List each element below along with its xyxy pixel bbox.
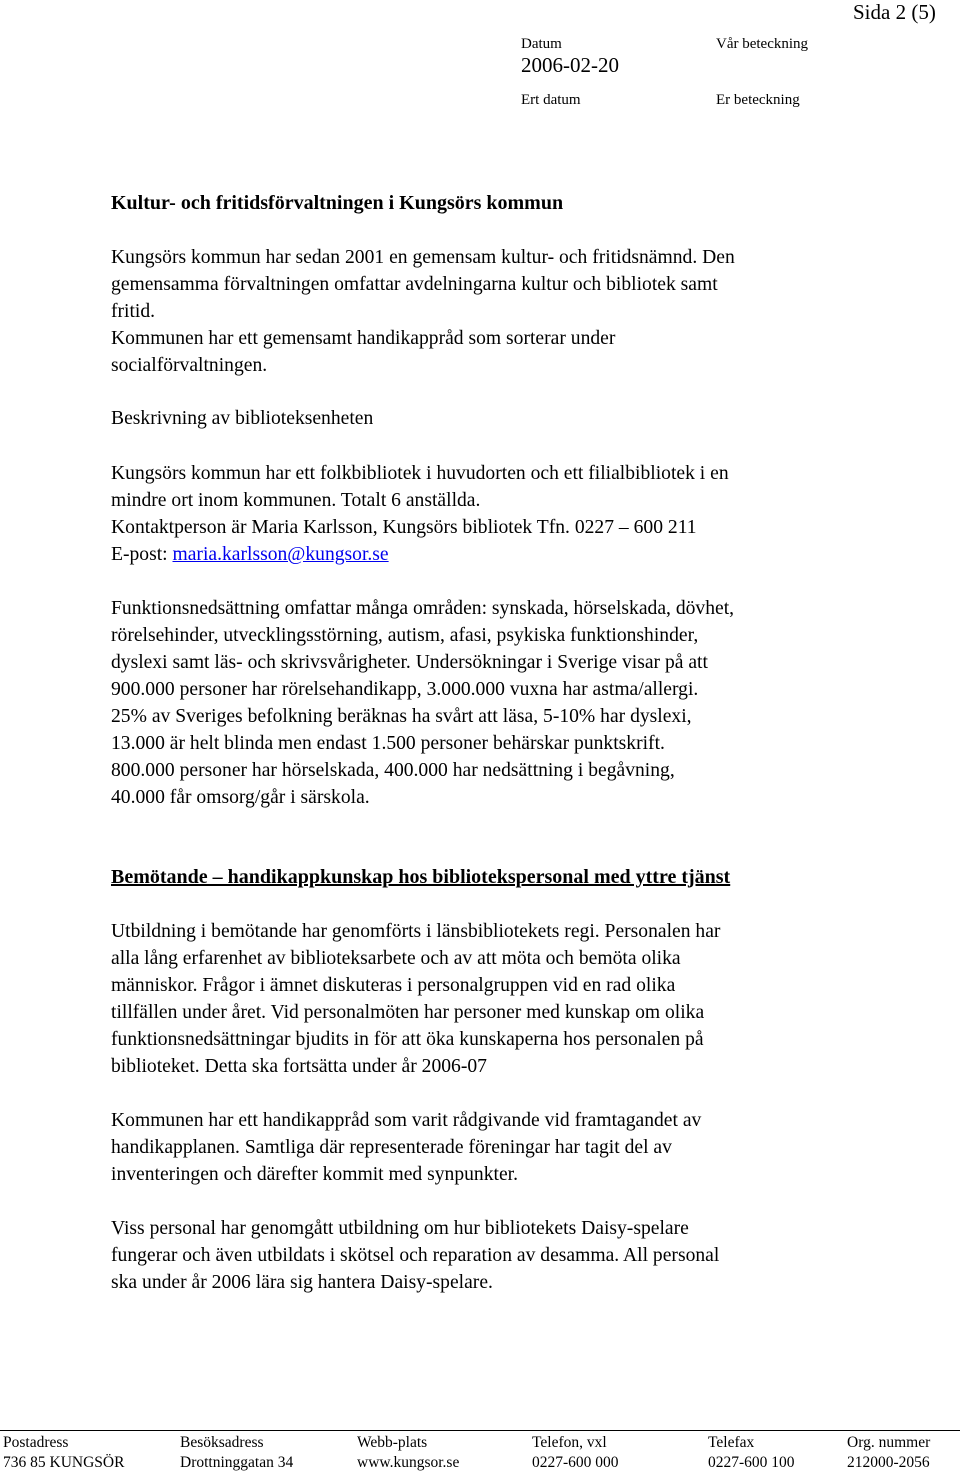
footer-besoksadress-value: Drottninggatan 34	[180, 1454, 294, 1471]
funktionsnedsattning-paragraph: Funktionsnedsättning omfattar många områden: synskada, hörselskada, dövhet, rörelsehinder, utvecklingsstörning, autism, afasi, psykiska funktionshinder, dyslexi samt läs- och skrivsvårigheter. Undersökningar i Sverige visar på att 900.000 personer har rörelsehandikapp, 3.000.000 vuxna har astma/allergi. 25% av Sveriges befolkning beräknas ha svårt att läsa, 5-10% har dyslexi, 13.000 är helt blinda men endast 1.500 personer behärskar punktskrift. 800.000 personer har hörselskada, 400.000 har nedsättning i begåvning, 40.000 får omsorg/går i särskola.	[111, 598, 735, 808]
section-heading-kultur: Kultur- och fritidsförvaltningen i Kungsörs kommun	[111, 192, 564, 214]
section-heading-beskrivning: Beskrivning av biblioteksenheten	[111, 408, 374, 429]
section-heading-bemotande: Bemötande – handikappkunskap hos bibliotekspersonal med yttre tjänst	[111, 866, 731, 888]
datum-value: 2006-02-20	[521, 53, 619, 77]
footer-telefon-value: 0227-600 000	[532, 1454, 619, 1471]
footer-postadress-label: Postadress	[3, 1434, 69, 1451]
bemotande-paragraph-2: Kommunen har ett handikappråd som varit rådgivande vid framtagandet av handikapplanen. Samtliga där representerade föreningar har tagit del av inventeringen och därefter kommit med synpunkter.	[111, 1110, 702, 1185]
page-number: Sida 2 (5)	[853, 0, 936, 24]
footer-webbplats-label: Webb-plats	[357, 1434, 428, 1451]
footer-orgnummer-label: Org. nummer	[847, 1434, 931, 1451]
footer-telefax-value: 0227-600 100	[708, 1454, 795, 1471]
footer-divider	[0, 1430, 960, 1431]
kultur-paragraph: Kungsörs kommun har sedan 2001 en gemensam kultur- och fritidsnämnd. Den gemensamma förvaltningen omfattar avdelningarna kultur och bibliotek samt fritid. Kommunen har ett gemensamt handikappråd som sorterar under socialförvaltningen.	[111, 247, 735, 376]
email-label: E-post:	[111, 544, 173, 565]
footer-besoksadress-label: Besöksadress	[180, 1434, 264, 1451]
email-link[interactable]: maria.karlsson@kungsor.se	[172, 544, 389, 565]
beskrivning-paragraph: Kungsörs kommun har ett folkbibliotek i huvudorten och ett filialbibliotek i en mindre ort inom kommunen. Totalt 6 anställda. Kontaktperson är Maria Karlsson, Kungsörs bibliotek Tfn. 0227 – 600 211	[111, 463, 729, 538]
datum-label: Datum	[521, 36, 562, 52]
footer-telefax-label: Telefax	[708, 1434, 755, 1451]
bemotande-paragraph-3: Viss personal har genomgått utbildning om hur bibliotekets Daisy-spelare fungerar och även utbildats i skötsel och reparation av desamma. All personal ska under år 2006 lära sig hantera Daisy-spelare.	[111, 1218, 720, 1293]
footer-telefon-label: Telefon, vxl	[532, 1434, 607, 1451]
footer-orgnummer-value: 212000-2056	[847, 1454, 930, 1471]
ert-datum-label: Ert datum	[521, 92, 581, 108]
var-beteckning-label: Vår beteckning	[716, 36, 809, 52]
email-line	[111, 541, 389, 568]
bemotande-paragraph-1: Utbildning i bemötande har genomförts i länsbibliotekets regi. Personalen har alla lång erfarenhet av biblioteksarbete och av att möta och bemöta olika människor. Frågor i ämnet diskuteras i personalgruppen vid en rad olika tillfällen under året. Vid personalmöten har personer med kunskap om olika funktionsnedsättningar bjudits in för att öka kunskaperna hos personalen på biblioteket. Detta ska fortsätta under år 2006-07	[111, 921, 721, 1077]
footer-postadress-value: 736 85 KUNGSÖR	[3, 1454, 125, 1471]
er-beteckning-label: Er beteckning	[716, 92, 800, 108]
footer-webbplats-value[interactable]: www.kungsor.se	[357, 1454, 460, 1471]
